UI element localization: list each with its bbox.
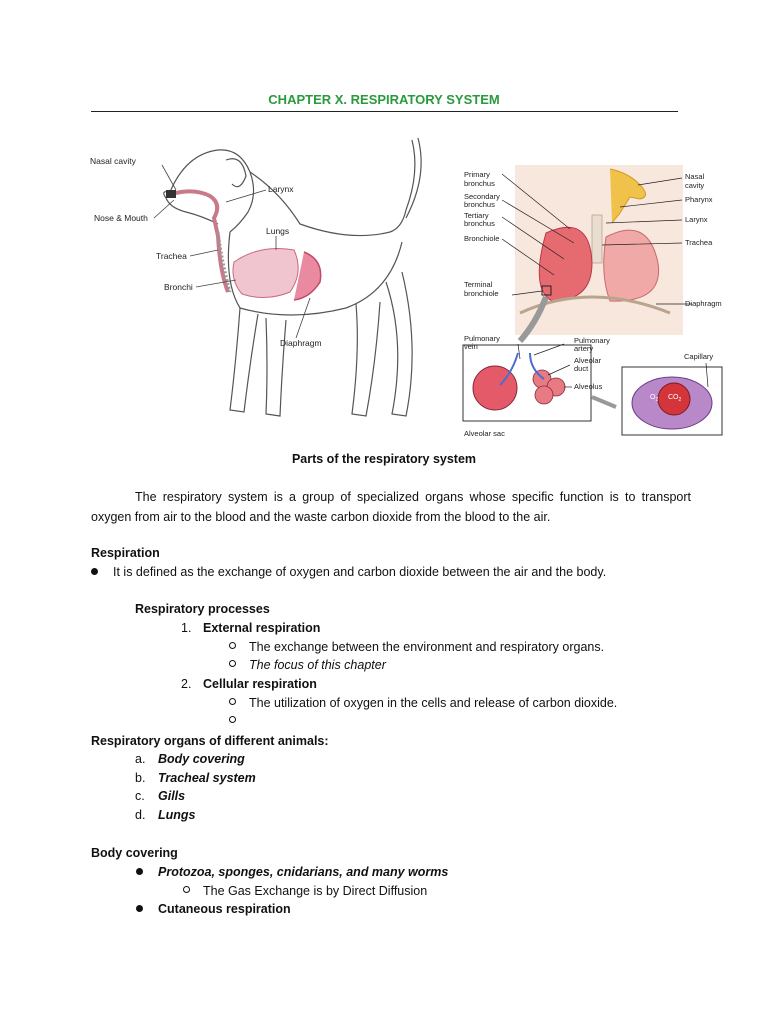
trachea-shape bbox=[592, 215, 602, 263]
label-pulmonary-vein-2: vein bbox=[464, 342, 478, 351]
organs-heading: Respiratory organs of different animals: bbox=[91, 734, 329, 748]
dog-label-trachea: Trachea bbox=[156, 251, 187, 261]
label-larynx: Larynx bbox=[685, 215, 708, 224]
organ-letter: a. bbox=[135, 752, 146, 766]
organ-letter: d. bbox=[135, 808, 146, 822]
process-sub-item: The utilization of oxygen in the cells and release of carbon dioxide. bbox=[249, 696, 618, 710]
label-alveolar-duct-1: Alveolar bbox=[574, 356, 602, 365]
organ-item: Lungs bbox=[158, 808, 196, 822]
label-trachea: Trachea bbox=[685, 238, 713, 247]
label-diaphragm: Diaphragm bbox=[685, 299, 722, 308]
dog-front-leg2-outline bbox=[266, 318, 286, 416]
label-terminal-1: Terminal bbox=[464, 280, 493, 289]
dog-nose bbox=[166, 190, 176, 198]
label-primary-1: Primary bbox=[464, 170, 490, 179]
process-sub-item: The focus of this chapter bbox=[249, 658, 386, 672]
organ-letter: c. bbox=[135, 789, 145, 803]
label-bronchiole: Bronchiole bbox=[464, 234, 500, 243]
dog-label-diaphragm: Diaphragm bbox=[280, 338, 322, 348]
label-nasal-1: Nasal bbox=[685, 172, 705, 181]
dog-front-leg-outline bbox=[230, 308, 258, 412]
label-pulmonary-artery-2: artery bbox=[574, 344, 594, 353]
dog-hind-leg2-outline bbox=[386, 272, 412, 416]
dog-lungs bbox=[233, 249, 298, 298]
dog-label-nasal-cavity: Nasal cavity bbox=[90, 156, 136, 166]
body-covering-sub: The Gas Exchange is by Direct Diffusion bbox=[203, 884, 428, 898]
figure-caption: Parts of the respiratory system bbox=[291, 452, 477, 466]
process-title: Cellular respiration bbox=[203, 677, 317, 691]
label-secondary-1: Secondary bbox=[464, 192, 500, 201]
chapter-title: CHAPTER X. RESPIRATORY SYSTEM bbox=[268, 92, 500, 107]
sub-bullet-ring bbox=[229, 660, 236, 667]
process-title: External respiration bbox=[203, 621, 321, 635]
label-co2: $CO_2$ bbox=[668, 394, 682, 403]
capillary-zoom-arrow bbox=[592, 397, 616, 407]
label-o2: $O_2$ bbox=[650, 394, 659, 403]
dog-label-bronchi: Bronchi bbox=[164, 282, 193, 292]
sub-bullet-ring bbox=[229, 642, 236, 649]
process-number: 1. bbox=[181, 621, 192, 635]
label-alveolar-sac: Alveolar sac bbox=[464, 429, 505, 438]
dog-respiratory-illustration bbox=[90, 132, 430, 432]
body-covering-bullet: Protozoa, sponges, cnidarians, and many worms bbox=[158, 865, 449, 879]
label-nasal-2: cavity bbox=[685, 181, 705, 190]
title-rule bbox=[91, 111, 678, 112]
bullet-dot bbox=[91, 568, 98, 575]
label-tertiary-1: Tertiary bbox=[464, 211, 489, 220]
dog-tail-outline bbox=[406, 138, 421, 218]
label-pulmonary-vein-1: Pulmonary bbox=[464, 334, 500, 343]
process-sub-item: The exchange between the environment and respiratory organs. bbox=[249, 640, 605, 654]
intro-paragraph: The respiratory system is a group of specialized organs whose specific function is to transport oxygen from air to the blood and the waste carbon dioxide from the blood to the air. bbox=[91, 490, 691, 524]
body-covering-heading: Body covering bbox=[91, 846, 178, 860]
label-alveolus: Alveolus bbox=[574, 382, 603, 391]
label-tertiary-2: bronchus bbox=[464, 219, 495, 228]
organ-letter: b. bbox=[135, 771, 146, 785]
sub-bullet-ring bbox=[183, 886, 190, 893]
dog-hind-leg-outline bbox=[352, 302, 380, 416]
label-primary-2: bronchus bbox=[464, 179, 495, 188]
respiration-definition: It is defined as the exchange of oxygen and carbon dioxide between the air and the body. bbox=[113, 565, 607, 579]
body-covering-bullet: Cutaneous respiration bbox=[158, 902, 291, 916]
label-secondary-2: bronchus bbox=[464, 200, 495, 209]
sub-bullet-ring bbox=[229, 698, 236, 705]
respiration-heading: Respiration bbox=[91, 546, 160, 560]
respiratory-tree-diagram bbox=[460, 163, 725, 440]
organ-item: Gills bbox=[158, 789, 186, 803]
dog-label-larynx: Larynx bbox=[268, 184, 294, 194]
label-pharynx: Pharynx bbox=[685, 195, 713, 204]
label-capillary: Capillary bbox=[684, 352, 714, 361]
label-alveolar-duct-2: duct bbox=[574, 364, 589, 373]
processes-heading: Respiratory processes bbox=[135, 602, 270, 616]
bullet-dot bbox=[136, 868, 143, 875]
process-number: 2. bbox=[181, 677, 192, 691]
organ-item: Tracheal system bbox=[158, 771, 256, 785]
bullet-dot bbox=[136, 905, 143, 912]
dog-diaphragm-shape bbox=[294, 252, 321, 300]
organ-item: Body covering bbox=[158, 752, 245, 766]
dog-ear-outline bbox=[226, 159, 246, 187]
label-terminal-2: bronchiole bbox=[464, 289, 499, 298]
dog-label-lungs: Lungs bbox=[266, 226, 290, 236]
sub-bullet-ring bbox=[229, 716, 236, 723]
label-pulmonary-artery-1: Pulmonary bbox=[574, 336, 610, 345]
dog-label-nose-mouth: Nose & Mouth bbox=[94, 213, 148, 223]
